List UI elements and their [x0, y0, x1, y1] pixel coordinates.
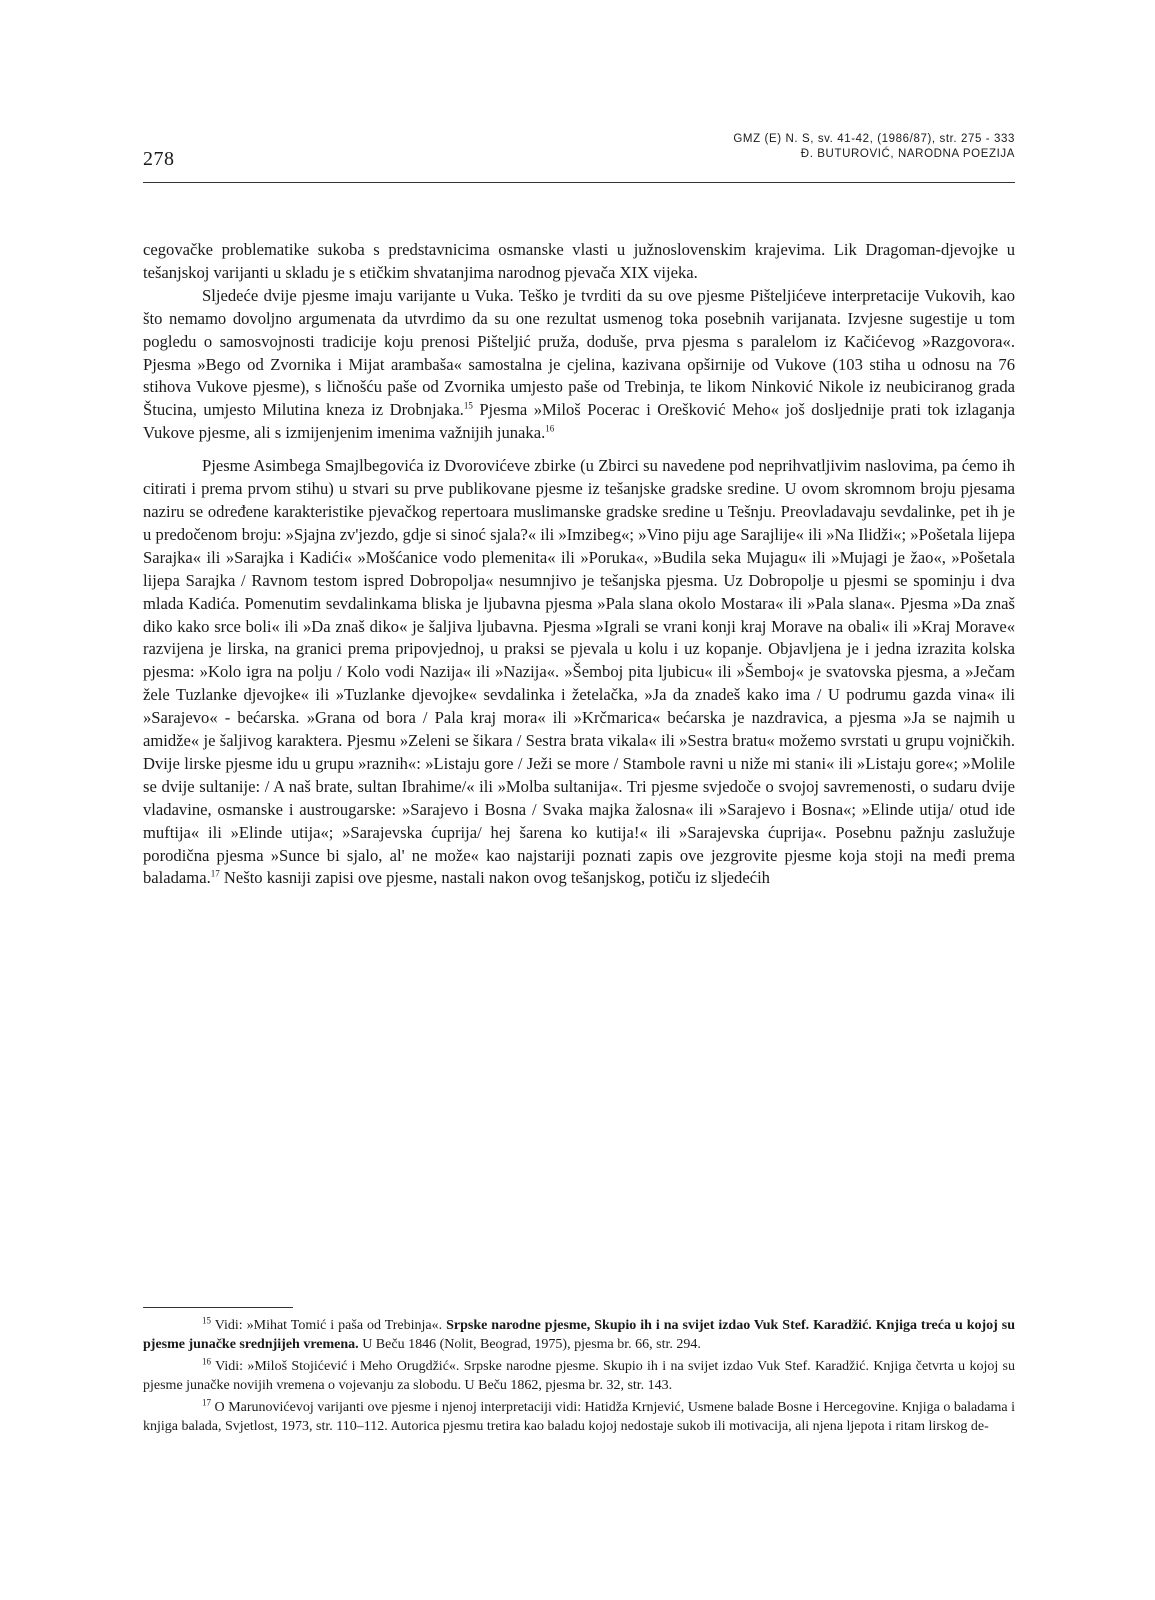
- header-citation: [733, 132, 1015, 162]
- footnote-15-title: Srpske narodne pjesme, Skupio ih i na svijet izdao Vuk Stef. Karadžić. Knjiga treća u kojoj su pjesme junačke srednjijeh vremena.: [143, 1318, 1016, 1352]
- footnote-15: [143, 1316, 1015, 1354]
- footnote-15-tail: U Beču 1846 (Nolit, Beograd, 1975), pjesma br. 66, str. 294.: [358, 1337, 701, 1352]
- running-header: [143, 130, 1015, 183]
- footnote-separator: [143, 1307, 293, 1308]
- paragraph-3-text-a: Pjesme Asimbega Smajlbegovića iz Dvorovićeve zbirke (u Zbirci su navedene pod neprihvatljivim naslovima, pa ćemo ih citirati i prema prvom stihu) u stvari su prve publikovane pjesme iz tešanjske gradske sredine. U ovom skromnom broju pjesama naziru se određene karakteristike pjevačkog repertoara muslimanske gradske sredine u Tešnju. Preovladavaju sevdalinke, pet ih je u predočenom broju: »Sjajna zv'jezdo, gdje si sinoć sjala?« ili »Imzibeg«; »Vino piju age Sarajlije« ili »Na Ilidži«; »Pošetala lijepa Sarajka« ili »Sarajka i Kadići« »Mošćanice vodo plemenita« ili »Poruka«, »Budila seka Mujagu« ili »Mujagi je žao«, »Pošetala lijepa Sarajka / Ravnom testom ispred Dobropolja« nesumnjivo je tešanjska pjesma. Uz Dobropolje u pjesmi se spominju i dva mlada Kadića. Pomenutim sevdalinkama bliska je ljubavna pjesma »Pala slana okolo Mostara« ili »Pala slana«. Pjesma »Da znaš diko kako srce boli« ili »Da znaš diko« je šaljiva ljubavna. Pjesma »Igrali se vrani konji kraj Morave na obali« ili »Kraj Morave« razvijena je lirska, na granici prema pripovjednoj, u praksi se pjevala u kolu i uz kopanje. Objavljena je i jedna izrazita kolska pjesma: »Kolo igra na polju / Kolo vodi Nazija« ili »Nazija«. »Šemboj pita ljubicu« ili »Šemboj« je svatovska pjesma, a »Ječam žele Tuzlanke djevojke« ili »Tuzlanke djevojke« sevdalinka i žetelačka, »Ja da znadeš kako ima / U podrumu gazda vina« ili »Sarajevo« - bećarska. »Grana od bora / Pala kraj mora« ili »Krčmarica« bećarska je nazdravica, a pjesma »Ja se najmih u amidže« je šaljivog karaktera. Pjesmu »Zeleni se šikara / Sestra brata vikala« ili »Sestra bratu« možemo svrstati u grupu vojničkih. Dvije lirske pjesme idu u grupu »raznih«: »Listaju gore / Ježi se more / Stambole ravni u niže mi stani« ili »Listaju gore«; »Molile se dvije sultanije: / A naš brate, sultan Ibrahime/« ili »Molba sultanija«. Tri pjesme svjedoče o svojoj savremenosti, o sudaru dvije vladavine, osmanske i austrougarske: »Sarajevo i Bosna / Svaka majka žalosna« ili »Sarajevo i Bosna«; »Elinde utija/ otud ide muftija« ili »Elinde utija«; »Sarajevska ćuprija/ hej šarena ko kutija!« ili »Sarajevska ćuprija«. Posebnu pažnju zaslužuje porodična pjesma »Sunce bi sjalo, al' ne može« kao najstariji poznati zapis ove jezgrovite pjesme koja stoji na međi prema baladama.: [143, 456, 1015, 888]
- footnote-ref-15: 15: [463, 400, 473, 411]
- footnote-15-lead: Vidi: »Mihat Tomić i paša od Trebinja«.: [214, 1318, 447, 1333]
- paragraph-2-text-b: Pjesma »Miloš Pocerac i Orešković Meho« još dosljednije prati tok izlaganja Vukove pjesme, ali s izmijenjenim imenima važnijih junaka.: [143, 400, 1016, 443]
- footnotes: [143, 1316, 1015, 1439]
- footnote-ref-17: 17: [210, 868, 220, 879]
- footnote-ref-16: 16: [545, 423, 555, 434]
- paragraph-1: cegovačke problematike sukoba s predstavnicima osmanske vlasti u južnoslovenskim krajevima. Lik Dragoman-djevojke u tešanjskoj varijanti u skladu je s etičkim shvatanjima narodnog pjevača XIX vijeka.: [143, 240, 1015, 282]
- footnote-17: [143, 1398, 1015, 1436]
- paragraph-3: [143, 455, 1015, 890]
- footnote-16: [143, 1357, 1015, 1395]
- footnote-16-number: 16: [202, 1356, 211, 1367]
- author-title-line: Đ. BUTUROVIĆ, NARODNA POEZIJA: [800, 148, 1015, 160]
- journal-line: GMZ (E) N. S, sv. 41-42, (1986/87), str. 275 - 333: [733, 133, 1015, 145]
- footnote-17-number: 17: [202, 1397, 211, 1408]
- paragraph-3-text-b: Nešto kasniji zapisi ove pjesme, nastali nakon ovog tešanjskog, potiču iz sljedećih: [219, 868, 770, 888]
- paragraph-2: [143, 285, 1015, 445]
- footnote-17-text: O Marunovićevoj varijanti ove pjesme i njenoj interpretaciji vidi: Hatidža Krnjević, Usmene balade Bosne i Hercegovine. Knjiga o baladama i knjiga balada, Svjetlost, 1973, str. 110–112. Autorica pjesmu tretira kao baladu kojoj nedostaje sukob ili motivacija, ali njena ljepota i ritam lirskog de-: [143, 1400, 1016, 1434]
- footnote-16-text: Vidi: »Miloš Stojićević i Meho Orugdžić«. Srpske narodne pjesme. Skupio ih i na svijet izdao Vuk Stef. Karadžić. Knjiga četvrta u kojoj su pjesme junačke novijih vremena o vojevanju za slobodu. U Beču 1862, pjesma br. 32, str. 143.: [143, 1359, 1016, 1393]
- body-text: [143, 239, 1015, 890]
- footnote-15-number: 15: [202, 1315, 211, 1326]
- page-number: 278: [143, 148, 175, 170]
- paragraph-2-text-a: Sljedeće dvije pjesme imaju varijante u Vuka. Teško je tvrditi da su ove pjesme Pišteljićeve interpretacije Vukovih, kao što nemamo dovoljno argumenata da utvrdimo da su one rezultat usmenog toka posebnih varijanata. Izvjesne sugestije u tom pogledu o samosvojnosti tradicije koju prenosi Pišteljić pruža, doduše, prva pjesma s paralelom iz Kačićevog »Razgovora«. Pjesma »Bego od Zvornika i Mijat arambaša« samostalna je cjelina, kazivana opširnije od Vukove (103 stiha u odnosu na 76 stihova Vukove pjesme), s ličnošću paše od Zvornika umjesto paše od Trebinja, te likom Ninković Nikole iz neubiciranog grada Štucina, umjesto Milutina kneza iz Drobnjaka.: [143, 285, 1015, 420]
